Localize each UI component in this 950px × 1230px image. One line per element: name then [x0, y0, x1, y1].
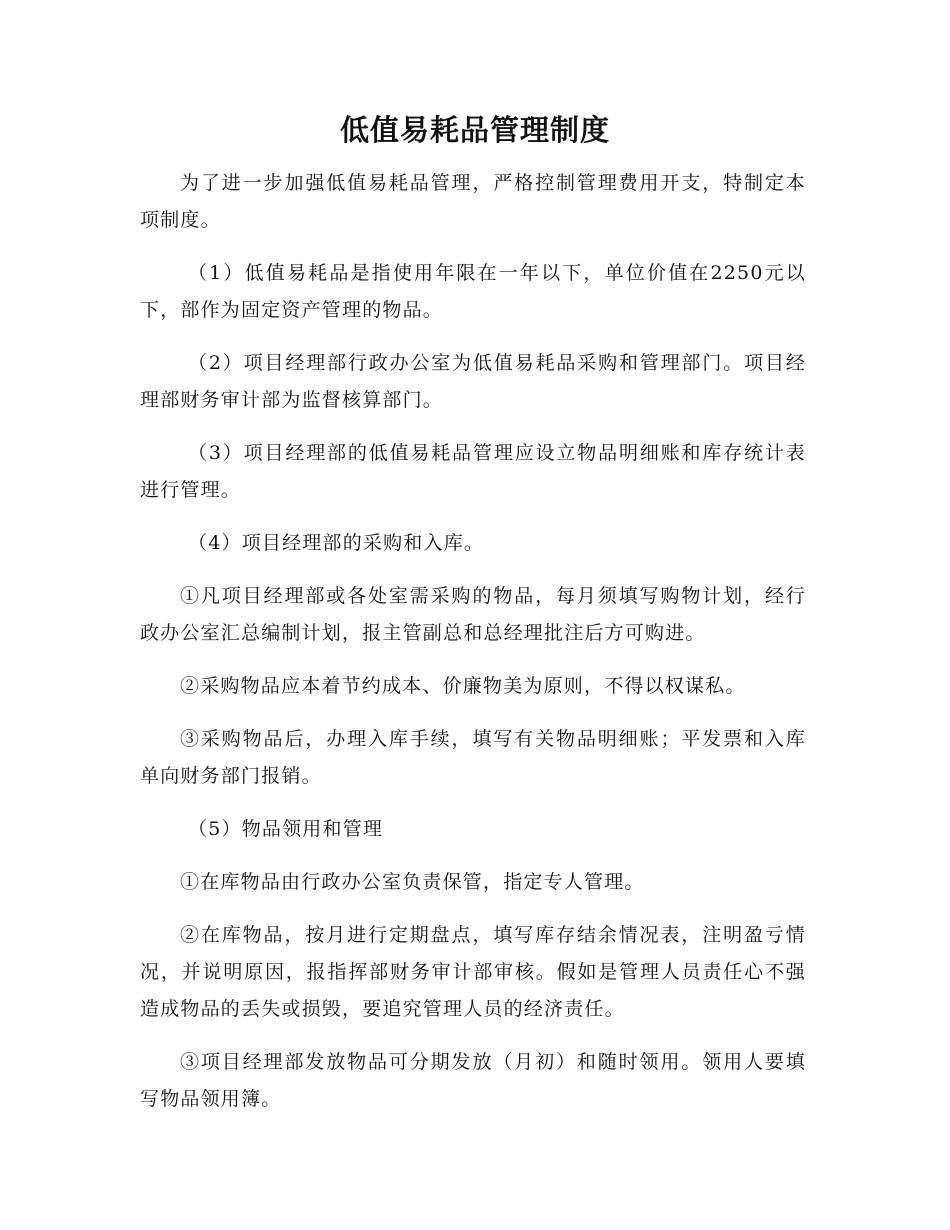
- paragraph-item-4-sub-3: ③采购物品后，办理入库手续，填写有关物品明细账；平发票和入库单向财务部门报销。: [140, 728, 806, 787]
- paragraph-item-5: （5）物品领用和管理: [188, 818, 384, 840]
- document-title: 低值易耗品管理制度: [339, 113, 610, 147]
- paragraph-item-4-sub-1: ①凡项目经理部或各处室需采购的物品，每月须填写购物计划，经行政办公室汇总编制计划，报主管副总和总经理批注后方可购进。: [140, 585, 806, 644]
- paragraph-item-4-sub-2: ②采购物品应本着节约成本、价廉物美为原则，不得以权谋私。: [180, 675, 746, 697]
- paragraph-intro: 为了进一步加强低值易耗品管理，严格控制管理费用开支，特制定本项制度。: [140, 172, 806, 231]
- document-body: [140, 165, 806, 1134]
- paragraph-item-5-sub-1: ①在库物品由行政办公室负责保管，指定专人管理。: [180, 871, 645, 893]
- paragraph-item-5-sub-3: ③项目经理部发放物品可分期发放（月初）和随时领用。领用人要填写物品领用簿。: [140, 1051, 806, 1110]
- paragraph-item-2: （2）项目经理部行政办公室为低值易耗品采购和管理部门。项目经理部财务审计部为监督核算部门。: [140, 352, 806, 411]
- paragraph-item-1: （1）低值易耗品是指使用年限在一年以下，单位价值在2250元以下，部作为固定资产管理的物品。: [140, 262, 806, 321]
- paragraph-item-4: （4）项目经理部的采购和入库。: [188, 532, 485, 554]
- paragraph-item-5-sub-2: ②在库物品，按月进行定期盘点，填写库存结余情况表，注明盈亏情况，并说明原因，报指挥部财务审计部审核。假如是管理人员责任心不强造成物品的丢失或损毁，要追究管理人员的经济责任。: [140, 924, 806, 1020]
- paragraph-item-3: （3）项目经理部的低值易耗品管理应设立物品明细账和库存统计表进行管理。: [140, 442, 806, 501]
